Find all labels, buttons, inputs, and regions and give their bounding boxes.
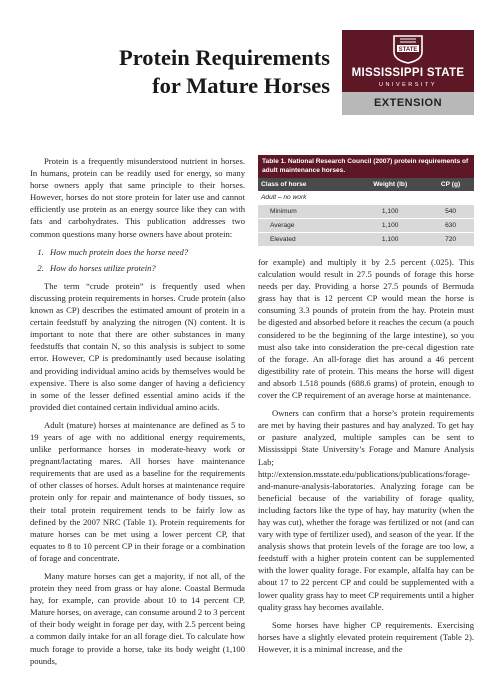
table-subheader: Adult – no work — [258, 191, 474, 205]
paragraph-exercise: Some horses have higher CP requirements. Exercising horses have a slightly elevated protein requirement (Table 2). However, it is a minimal increase, and the — [258, 619, 474, 654]
paragraph-analysis: Owners can confirm that a horse’s protein requirements are met by having their pastures and hay analyzed. To get hay or pasture analyzed, multiple samples can be sent to Mississippi State University’s Forage and Manure Analysis Lab; http://extension.msstate.edu/publications/publications/forage-and-manure-analysis-laboratories. Analyzing forage can be beneficial because of the variability of forage quality, including factors like the type of hay, hay maturity (when the hay was cut), whether the forage was fertilized or not (and can vary with type of fertilizer used), and season of the year. If the analysis shows that protein levels of the forage are too low, a feedstuff with a higher protein content can be supplemented with the lower quality forage. For example, alfalfa hay can be about 17 to 22 percent CP and could be supplemented with a lower quality grass hay to meet CP requirements until a higher quality grass hay becomes available. — [258, 408, 474, 612]
cell-class: Minimum — [258, 205, 353, 219]
body-column-left — [30, 155, 245, 673]
col-header-class: Class of horse — [258, 178, 353, 191]
paragraph-calculation: for example) and multiply it by 2.5 percent (.025). This calculation would result in 27.5 pounds of forage this horse needs per day. Providing a horse 27.5 pounds of Bermuda grass hay that is 12 percent CP would mean the horse is consuming 3.3 pounds of protein from the hay. Protein must be digested and absorbed before it reaches the cecum (a pouch considered to be the beginning of the large intestine), so you must also take into consideration the pre-cecal digestion rate of the forage. An all-forage diet has around a 46 percent digestibility rate of protein. This means the horse will digest and absorb 1.518 pounds (688.6 grams) of protein, enough to cover the CP requirement of an average horse at maintenance. — [258, 257, 474, 401]
logo-extension-label: EXTENSION — [342, 92, 474, 115]
table-subheader-row — [258, 191, 474, 205]
cell-cp: 540 — [427, 205, 474, 219]
logo-university-name: MISSISSIPPI STATE — [351, 67, 465, 79]
question-1: 1. How much protein does the horse need? — [46, 246, 245, 258]
protein-table — [258, 178, 474, 247]
paragraph-crude-protein: The term “crude protein” is frequently used when discussing protein requirements in horses. Crude protein (also known as CP) describes the estimated amount of protein in a certain feedstuff by analyzing the nitrogen (N) content. It is important to note that there are other substances in many feedstuffs that contain N, so this analysis is subject to some error. However, CP is predominantly used because isolating and providing individual amino acids by themselves would be expensive. There is also some danger of having a deficiency in some of the lesser defined essential amino acids if the provided diet contained certain individual amino acids. — [30, 280, 245, 412]
cell-weight: 1,100 — [353, 233, 427, 247]
cell-class: Average — [258, 219, 353, 233]
col-header-weight: Weight (lb) — [353, 178, 427, 191]
table-caption: Table 1. National Research Council (2007) protein requirements of adult maintenance horses. — [258, 155, 474, 178]
table-row — [258, 219, 474, 233]
title-line-2: for Mature Horses — [152, 73, 330, 98]
msu-extension-logo — [342, 30, 474, 115]
cell-class: Elevated — [258, 233, 353, 247]
cell-cp: 630 — [427, 219, 474, 233]
cell-weight: 1,100 — [353, 219, 427, 233]
cell-weight: 1,100 — [353, 205, 427, 219]
question-list — [30, 246, 245, 274]
paragraph-intro: Protein is a frequently misunderstood nutrient in horses. In humans, protein can be readily used for energy, so many horse owners apply that same principle to their horses. However, horses do not store protein for later use and cannot efficiently use protein as an energy source like they can with fats and carbohydrates. This publication addresses two common questions many horse owners have about protein: — [30, 156, 245, 239]
table-row — [258, 205, 474, 219]
badge-text: STATE — [398, 46, 418, 53]
page-title — [0, 44, 330, 100]
logo-university-label: UNIVERSITY — [378, 82, 437, 88]
paragraph-forage: Many mature horses can get a majority, if not all, of the protein they need from grass or hay alone. Coastal Bermuda hay, for example, can provide about 10 to 14 percent CP. Mature horses, on average, can consume around 2 to 3 percent of their body weight in forage per day, with 2.5 percent being a common daily intake for an all forage diet. To calculate how much forage to provide a horse, take its body weight (1,100 pounds, — [30, 571, 245, 666]
table-header-row — [258, 178, 474, 191]
table-row — [258, 233, 474, 247]
msu-badge-icon — [390, 34, 426, 64]
cell-cp: 720 — [427, 233, 474, 247]
table-1 — [258, 155, 474, 247]
question-2: 2. How do horses utilize protein? — [46, 262, 245, 274]
paragraph-adult-horses: Adult (mature) horses at maintenance are defined as 5 to 19 years of age with no additional energy requirements, unlike performance horses in moderate-heavy work or pregnant/lactating mares. All horses have maintenance requirements that are used as a baseline for the requirements of other classes of horses. Adult horses at maintenance require protein only for repair and maintenance of body tissues, so their total protein requirement tends to be fairly low as defined by the 2007 NRC (Table 1). Protein requirements for mature horses can be met using a lower percent CP, that equates to 8 to 10 percent CP in their forage or a combination of forage and concentrate. — [30, 419, 245, 563]
title-line-1: Protein Requirements — [118, 45, 330, 70]
col-header-cp: CP (g) — [427, 178, 474, 191]
body-column-right — [258, 256, 474, 661]
